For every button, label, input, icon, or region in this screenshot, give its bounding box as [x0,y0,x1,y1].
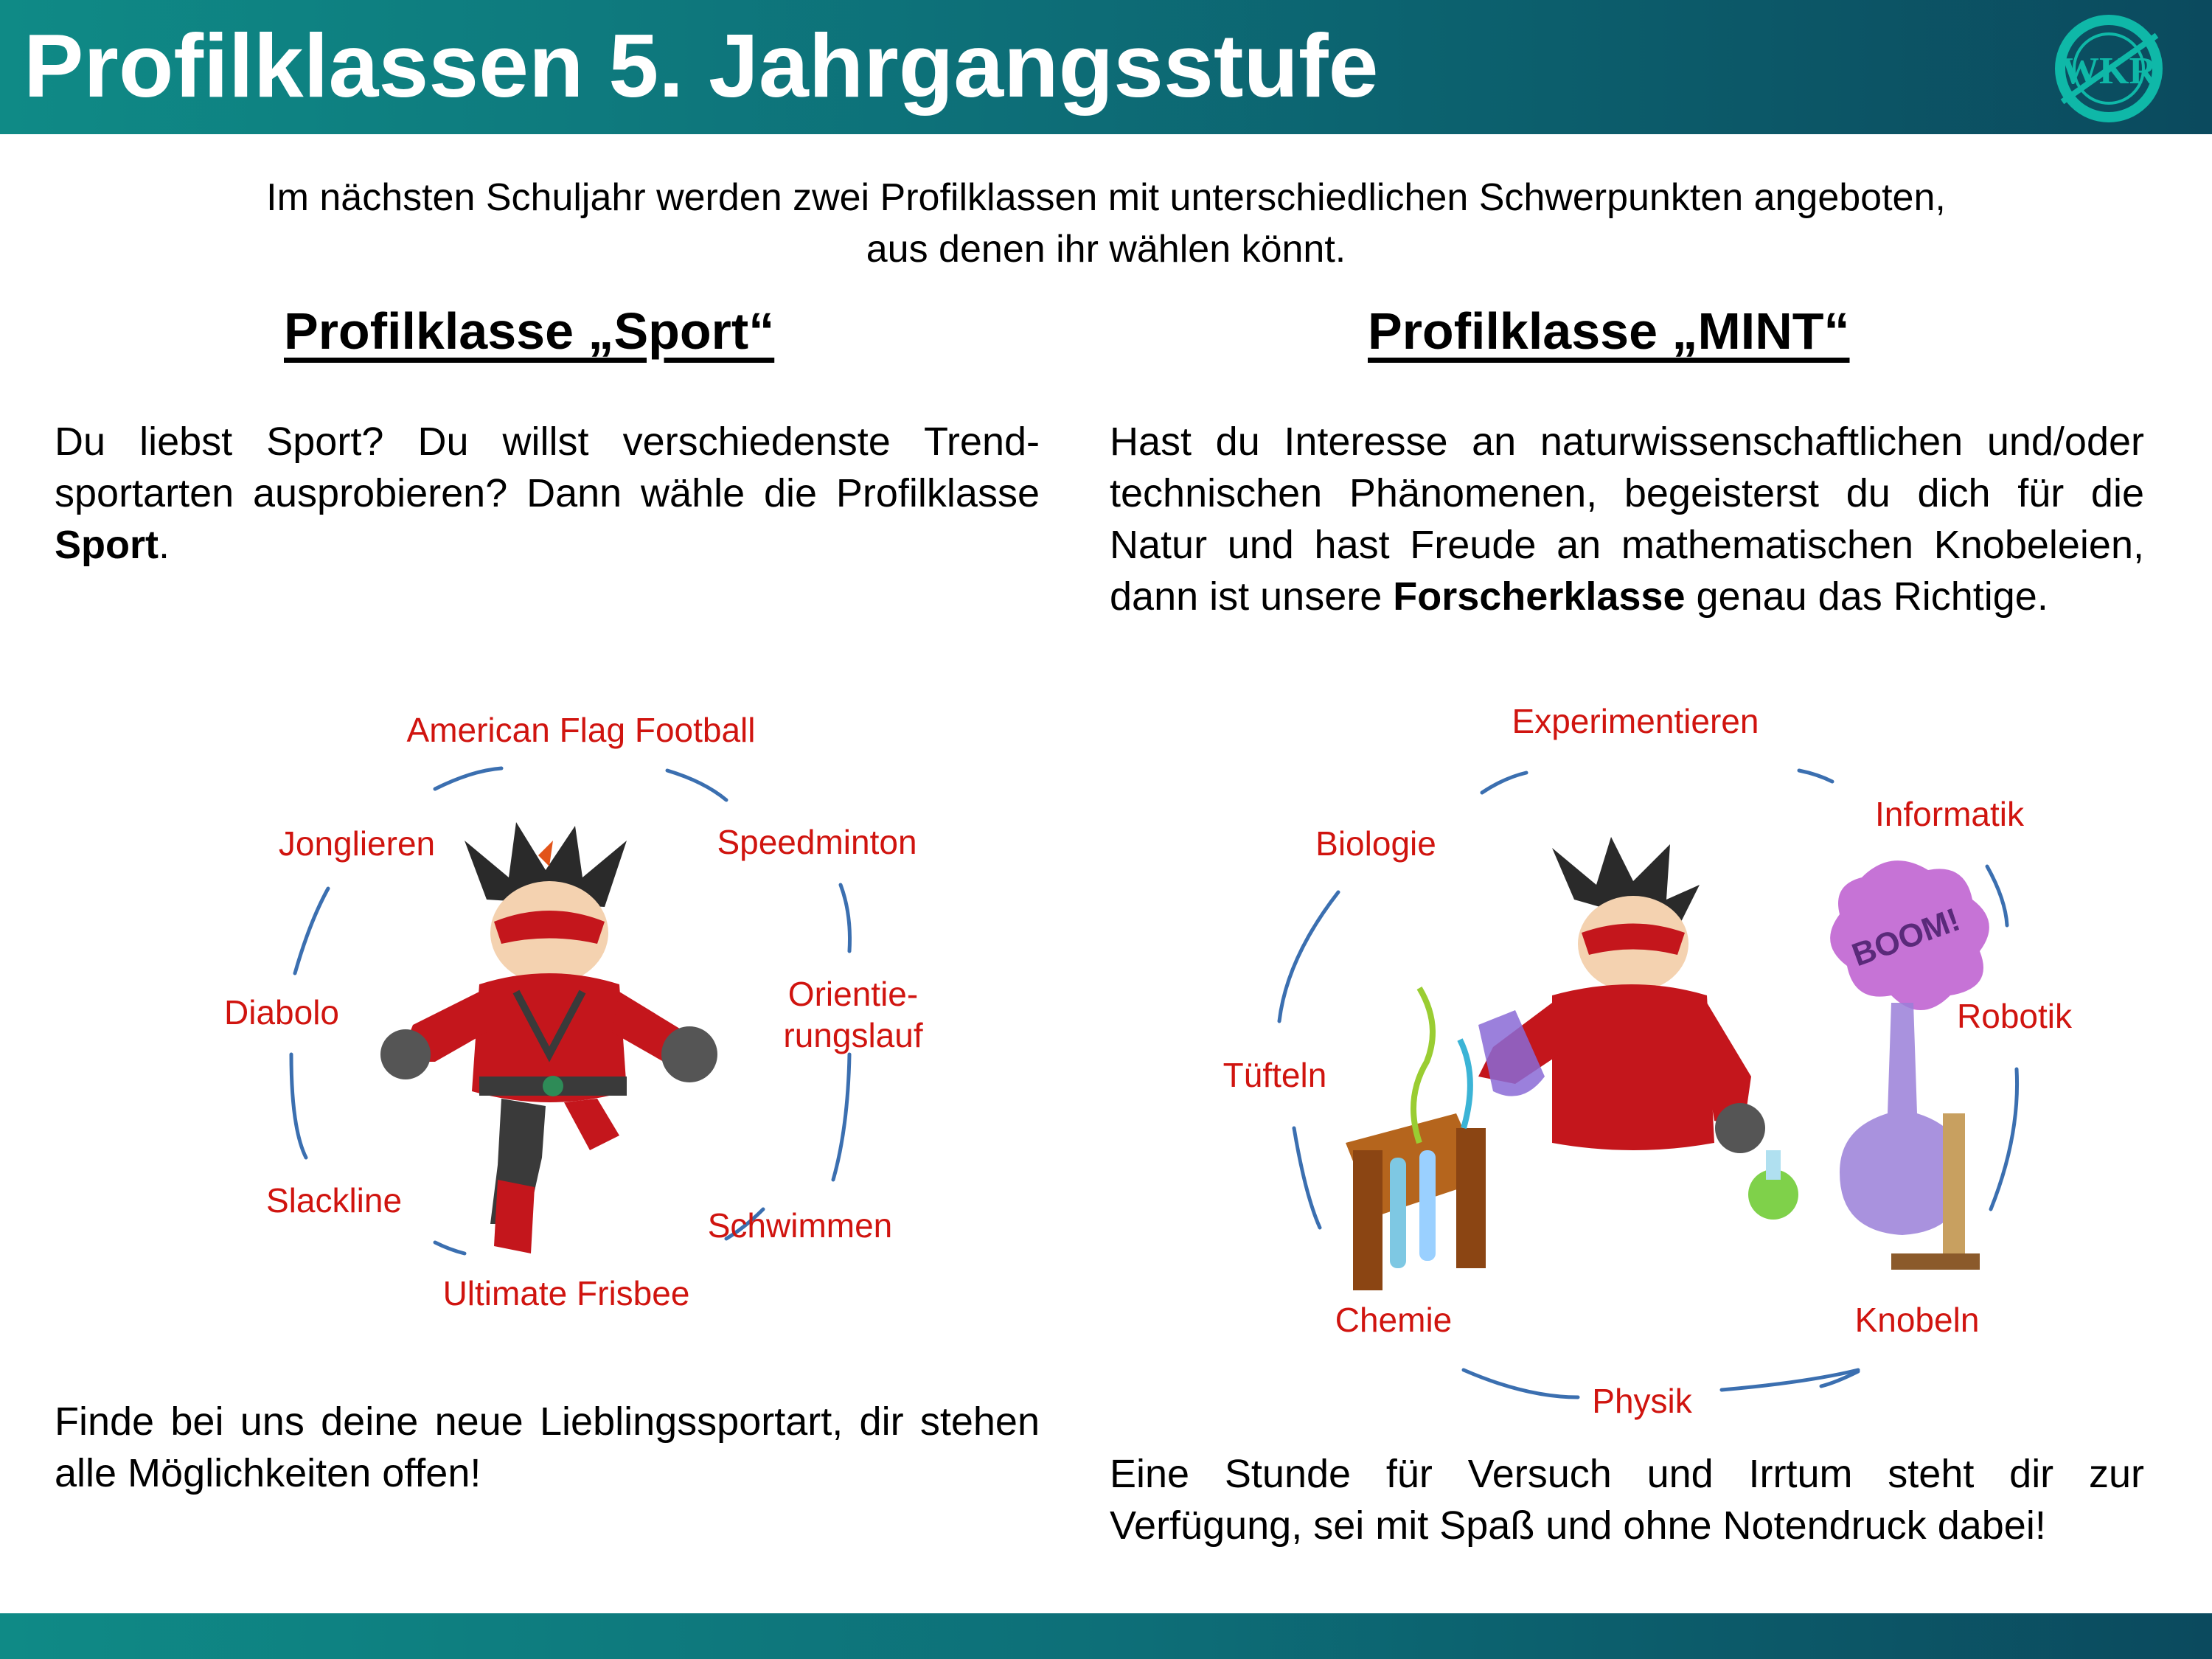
mint-title: Profilklasse „MINT“ [1368,302,1850,360]
page-title: Profilklassen 5. Jahrgangsstufe [24,15,1379,116]
mint-activity-chemie: Chemie [1335,1301,1453,1339]
sport-ring-arc [833,1054,849,1180]
mint-description: Hast du Interesse an naturwissenschaftlichen und/oder technischen Phänomenen, begeisterst du dich für die Natur und hast Freude an mathematischen Knobeleien, dann ist unsere Forscherklasse genau das Richtige. [1110,420,2144,619]
sport-ring-arc [291,1054,306,1158]
intro-line-1: Im nächsten Schuljahr werden zwei Profilklassen mit unterschiedlichen Schwerpunkten angeboten, [266,176,1946,219]
mint-ring-arc [1991,1069,2017,1209]
mint-ring-arc [1279,892,1338,1021]
sport-ring-arc [841,885,850,951]
mint-ring-arc [1294,1128,1320,1228]
mint-ring-arc [1799,771,1832,782]
sport-closing: Finde bei uns deine neue Lieblingssportart, dir stehen alle Möglichkeiten offen! [55,1399,1040,1495]
mint-ring-arc [1482,773,1526,793]
svg-text:WKR: WKR [2061,50,2157,92]
mint-ring-arc [1464,1370,1578,1397]
sport-activity-schwimmen: Schwimmen [707,1206,893,1245]
mint-activity-tuefteln: Tüfteln [1222,1056,1327,1094]
mint-activity-informatik: Informatik [1875,795,2024,833]
mint-activity-physik: Physik [1592,1382,1692,1420]
sport-hero-illustration [369,811,752,1268]
sport-ring-arc [295,888,328,973]
intro-line-2: aus denen ihr wählen könnt. [866,228,1346,271]
sport-title: Profilklasse „Sport“ [284,302,775,360]
sport-activity-ultimate-frisbee: Ultimate Frisbee [442,1274,690,1312]
sport-activity-american-flag-football: American Flag Football [406,711,756,749]
sport-activity-orientierungslauf: Orientie- rungslauf [783,975,923,1054]
sport-ring-arc [435,768,501,789]
mint-closing: Eine Stunde für Versuch und Irrtum steht dir zur Verfügung, sei mit Spaß und ohne Notendruck dabei! [1110,1452,2144,1548]
sport-ring-arc [667,771,726,800]
mint-activity-knobeln: Knobeln [1854,1301,1980,1339]
mint-activity-biologie: Biologie [1315,824,1436,863]
sport-activity-jonglieren: Jonglieren [278,824,436,863]
svg-text:BOOM!: BOOM! [1847,901,1965,974]
mint-lab-illustration [1331,833,1994,1305]
sport-activity-diabolo: Diabolo [224,993,339,1032]
sport-activity-slackline: Slackline [265,1181,403,1220]
sport-description: Du liebst Sport? Du willst verschiedenste Trend-sportarten ausprobieren? Dann wähle die Profilklasse Sport. [55,420,1040,567]
mint-activity-robotik: Robotik [1957,997,2072,1035]
footer-bar [0,1613,2212,1659]
mint-activity-experimentieren: Experimentieren [1512,702,1759,740]
sport-activity-speedminton: Speedminton [717,823,917,861]
